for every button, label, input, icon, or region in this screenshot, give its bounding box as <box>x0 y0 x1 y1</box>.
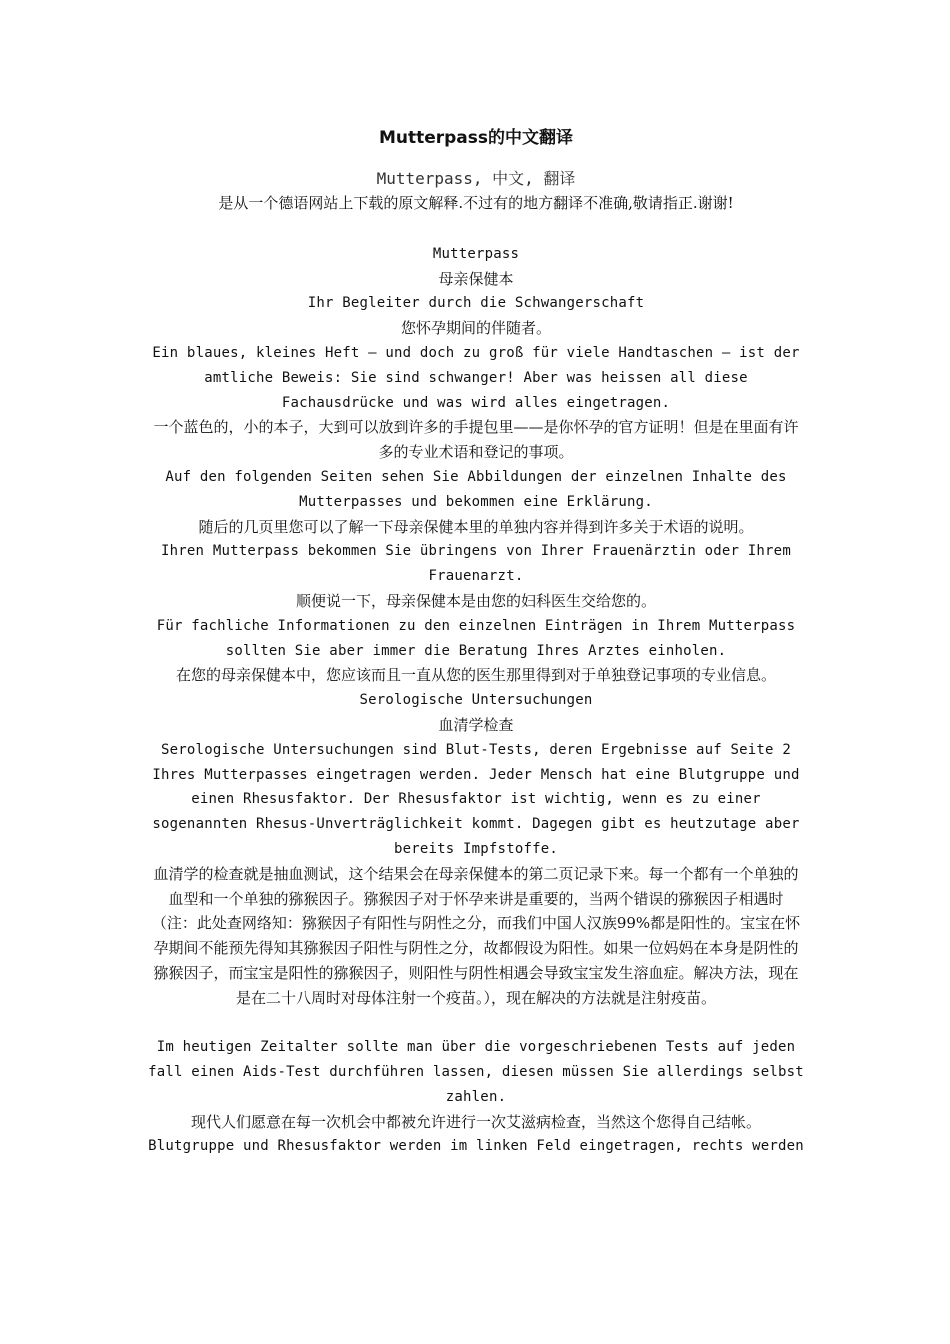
paragraph-de-heft: Ein blaues, kleines Heft – und doch zu groß für viele Handtaschen – ist der amtliche Beweis: Sie sind schwanger! Aber was heissen all diese Fachausdrücke und was wird alles eingetragen. <box>152 344 800 411</box>
heading-cn-serologie: 血清学检查 <box>438 715 514 734</box>
paragraph-cn-aids: 现代人们愿意在每一次机会中都被允许进行一次艾滋病检查，当然这个您得自己结帐。 <box>190 1112 761 1131</box>
paragraph-de-informationen: Für fachliche Informationen zu den einzelnen Einträgen in Ihrem Mutterpass sollten Sie aber immer die Beratung Ihres Arztes einholen. <box>156 617 796 659</box>
document-body <box>148 125 804 1159</box>
heading-cn-mutterpass: 母亲保健本 <box>438 269 514 288</box>
blank-line <box>148 1011 804 1036</box>
paragraph-de-bekommen: Ihren Mutterpass bekommen Sie übringens von Ihrer Frauenärztin oder Ihrem Frauenarzt. <box>161 543 791 585</box>
document-title: Mutterpass的中文翻译 <box>378 128 574 148</box>
paragraph-de-aids: Im heutigen Zeitalter sollte man über die vorgeschriebenen Tests auf jeden fall einen Aids-Test durchführen lassen, diesen müssen Sie allerdings selbst zahlen. <box>148 1039 804 1105</box>
paragraph-de-seiten: Auf den folgenden Seiten sehen Sie Abbildungen der einzelnen Inhalte des Mutterpasses und bekommen eine Erklärung. <box>165 468 787 510</box>
paragraph-de-blutgruppe: Blutgruppe und Rhesusfaktor werden im linken Feld eingetragen, rechts werden <box>148 1138 804 1155</box>
heading-de-serologie: Serologische Untersuchungen <box>359 692 593 709</box>
paragraph-cn-bekommen: 顺便说一下，母亲保健本是由您的妇科医生交给您的。 <box>295 591 656 610</box>
paragraph-de-bluttests: Serologische Untersuchungen sind Blut-Tests, deren Ergebnisse auf Seite 2 Ihres Mutterpasses eingetragen werden. Jeder Mensch hat eine Blutgruppe und einen Rhesusfaktor. Der Rhesusfaktor ist wichtig, wenn es zu einer sogenannten Rhesus-Unverträglichkeit kommt. Dagegen gibt es heutzutage aber bereits Impfstoffe. <box>152 741 800 857</box>
heading-de-mutterpass: Mutterpass <box>432 245 520 262</box>
subheading-de-begleiter: Ihr Begleiter durch die Schwangerschaft <box>307 295 645 312</box>
subheading-cn-begleiter: 您怀孕期间的伴随者。 <box>400 319 551 338</box>
paragraph-cn-bluttests: 血清学的检查就是抽血测试，这个结果会在母亲保健本的第二页记录下来。每一个都有一个单独的血型和一个单独的猕猴因子。猕猴因子对于怀孕来讲是重要的，当两个错误的猕猴因子相遇时（注：此处查网络知：猕猴因子有阳性与阴性之分，而我们中国人汉族99%都是阳性的。宝宝在怀孕期间不能预先得知其猕猴因子阳性与阴性之分，故都假设为阳性。如果一位妈妈在本身是阴性的猕猴因子，而宝宝是阳性的猕猴因子，则阳性与阴性相遇会导致宝宝发生溶血症。解决方法，现在是在二十八周时对母体注射一个疫苗。），现在解决的方法就是注射疫苗。 <box>151 864 801 1007</box>
paragraph-cn-informationen: 在您的母亲保健本中，您应该而且一直从您的医生那里得到对于单独登记事项的专业信息。 <box>175 666 776 685</box>
paragraph-cn-seiten: 随后的几页里您可以了解一下母亲保健本里的单独内容并得到许多关于术语的说明。 <box>198 517 754 536</box>
document-subtitle: Mutterpass, 中文, 翻译 <box>376 169 576 188</box>
paragraph-cn-heft: 一个蓝色的，小的本子，大到可以放到许多的手提包里——是你怀孕的官方证明！但是在里面有许多的专业术语和登记的事项。 <box>153 418 799 462</box>
intro-paragraph: 是从一个德语网站上下载的原文解释.不过有的地方翻译不准确,敬请指正.谢谢! <box>218 194 734 212</box>
